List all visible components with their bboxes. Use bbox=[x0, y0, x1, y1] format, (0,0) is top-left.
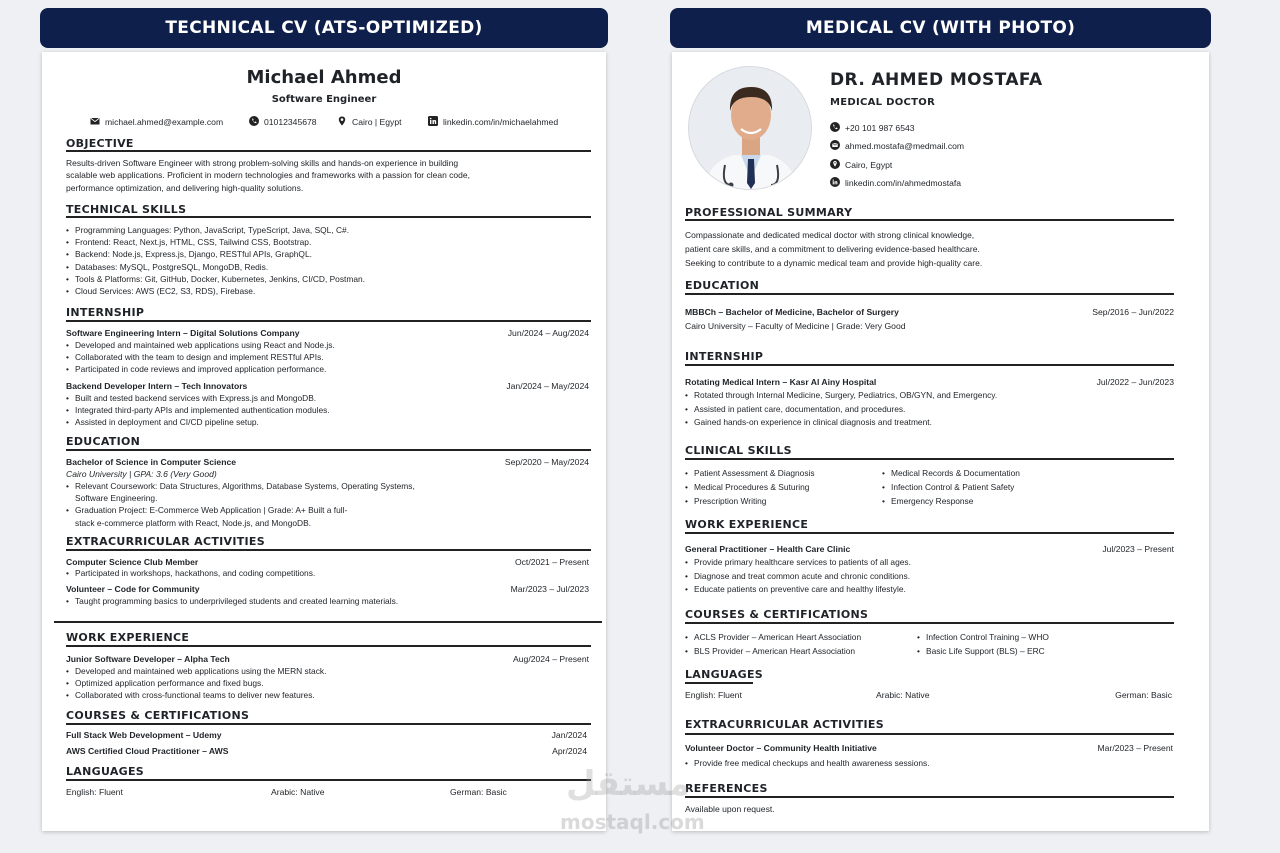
section-rule bbox=[685, 458, 1174, 460]
watermark-arabic: مستقل bbox=[566, 764, 691, 804]
section-heading-courses: COURSES & CERTIFICATIONS bbox=[685, 608, 869, 621]
section-heading-courses: COURSES & CERTIFICATIONS bbox=[66, 709, 250, 722]
bullet-list bbox=[685, 556, 911, 597]
entry-date: Mar/2023 – Jul/2023 bbox=[510, 584, 589, 594]
list-item: • Infection Control & Patient Safety bbox=[882, 481, 1020, 495]
section-rule bbox=[685, 219, 1174, 221]
skills-list bbox=[685, 467, 815, 508]
entry-date: Jul/2023 – Present bbox=[1102, 544, 1174, 554]
list-item: • Medical Procedures & Suturing bbox=[685, 481, 815, 495]
phone-icon bbox=[249, 116, 259, 126]
section-heading-languages: LANGUAGES bbox=[685, 668, 764, 681]
technical-cv-sheet bbox=[42, 52, 606, 831]
contact-linkedin: linkedin.com/in/ahmedmostafa bbox=[830, 177, 961, 188]
courses-list bbox=[685, 631, 861, 659]
list-item: • Diagnose and treat common acute and chronic conditions. bbox=[685, 570, 911, 584]
contact-phone: 01012345678 bbox=[249, 116, 317, 127]
list-item: • Emergency Response bbox=[882, 495, 1020, 509]
cv-title: MEDICAL DOCTOR bbox=[830, 97, 936, 108]
section-rule bbox=[66, 150, 591, 152]
list-item: • Gained hands-on experience in clinical diagnosis and treatment. bbox=[685, 416, 997, 430]
list-item: • Provide primary healthcare services to patients of all ages. bbox=[685, 556, 911, 570]
bullet-list bbox=[685, 757, 930, 769]
entry-title: Volunteer Doctor – Community Health Initiative bbox=[685, 743, 877, 753]
section-rule bbox=[66, 549, 591, 551]
email-icon bbox=[90, 116, 100, 126]
section-heading-references: REFERENCES bbox=[685, 782, 768, 795]
list-item: • Prescription Writing bbox=[685, 495, 815, 509]
section-heading-languages: LANGUAGES bbox=[66, 765, 145, 778]
course-date: Apr/2024 bbox=[552, 746, 587, 756]
list-item: • Backend: Node.js, Express.js, Django, RESTful APIs, GraphQL. bbox=[66, 248, 365, 260]
location-icon bbox=[830, 159, 840, 169]
bullet-list bbox=[66, 567, 315, 579]
list-item: • BLS Provider – American Heart Association bbox=[685, 645, 861, 659]
list-item: • Medical Records & Documentation bbox=[882, 467, 1020, 481]
section-rule bbox=[66, 723, 591, 725]
entry-date: Jul/2022 – Jun/2023 bbox=[1096, 377, 1174, 387]
list-item: • Databases: MySQL, PostgreSQL, MongoDB, Redis. bbox=[66, 261, 365, 273]
entry-date: Jun/2024 – Aug/2024 bbox=[507, 328, 589, 338]
list-item: • Assisted in patient care, documentation, and procedures. bbox=[685, 403, 997, 417]
education-school: Cairo University – Faculty of Medicine | Grade: Very Good bbox=[685, 321, 906, 331]
entry-title: Volunteer – Code for Community bbox=[66, 584, 200, 594]
entry-title: Computer Science Club Member bbox=[66, 557, 199, 567]
section-heading-skills: TECHNICAL SKILLS bbox=[66, 203, 187, 216]
linkedin-icon bbox=[428, 116, 438, 126]
list-item: • Provide free medical checkups and health awareness sessions. bbox=[685, 757, 930, 769]
education-degree: MBBCh – Bachelor of Medicine, Bachelor of Surgery bbox=[685, 307, 899, 317]
section-rule bbox=[66, 320, 591, 322]
list-item: • Frontend: React, Next.js, HTML, CSS, Tailwind CSS, Bootstrap. bbox=[66, 236, 365, 248]
entry-date: Mar/2023 – Present bbox=[1097, 743, 1173, 753]
section-rule bbox=[685, 622, 1174, 624]
list-item: • Taught programming basics to underprivileged students and created learning materials. bbox=[66, 595, 398, 607]
entry-title: Junior Software Developer – Alpha Tech bbox=[66, 654, 230, 664]
list-item: • Developed and maintained web applications using React and Node.js. bbox=[66, 339, 335, 351]
list-item: • Collaborated with the team to design and implement RESTful APIs. bbox=[66, 351, 335, 363]
education-degree: Bachelor of Science in Computer Science bbox=[66, 457, 237, 467]
section-heading-education: EDUCATION bbox=[66, 435, 141, 448]
entry-title: Rotating Medical Intern – Kasr Al Ainy Hospital bbox=[685, 377, 877, 387]
course-name: Full Stack Web Development – Udemy bbox=[66, 730, 222, 740]
bullet-list bbox=[66, 392, 330, 429]
cv-name: Michael Ahmed bbox=[246, 67, 402, 88]
course-date: Jan/2024 bbox=[551, 730, 587, 740]
section-rule bbox=[685, 682, 753, 684]
list-item: • Relevant Coursework: Data Structures, Algorithms, Database Systems, Operating Systems, Software Engineering. bbox=[66, 480, 441, 504]
watermark-latin: mostaql.com bbox=[560, 810, 705, 834]
contact-location: Cairo | Egypt bbox=[337, 116, 402, 127]
section-heading-internship: INTERNSHIP bbox=[66, 306, 145, 319]
section-heading-objective: OBJECTIVE bbox=[66, 137, 134, 150]
list-item: • ACLS Provider – American Heart Association bbox=[685, 631, 861, 645]
list-item: • Participated in workshops, hackathons, and coding competitions. bbox=[66, 567, 315, 579]
cv-title: Software Engineer bbox=[271, 94, 377, 105]
list-item: • Cloud Services: AWS (EC2, S3, RDS), Firebase. bbox=[66, 285, 365, 297]
list-item: • Assisted in deployment and CI/CD pipeline setup. bbox=[66, 416, 330, 428]
page-divider bbox=[54, 621, 602, 623]
medical-cv-banner: MEDICAL CV (WITH PHOTO) bbox=[670, 8, 1211, 48]
language-item: German: Basic bbox=[450, 787, 507, 797]
section-rule bbox=[685, 364, 1174, 366]
language-item: German: Basic bbox=[1115, 690, 1172, 700]
language-item: English: Fluent bbox=[66, 787, 123, 797]
education-school: Cairo University | GPA: 3.6 (Very Good) bbox=[66, 469, 217, 479]
contact-linkedin: linkedin.com/in/michaelahmed bbox=[428, 116, 558, 127]
section-rule bbox=[66, 779, 591, 781]
contact-email: michael.ahmed@example.com bbox=[90, 116, 223, 127]
summary-text: Compassionate and dedicated medical doctor with strong clinical knowledge, patient care skills, and a commitment to delivering evidence-based healthcare. Seeking to contribute to a dynamic medical team and provide high-quality care. bbox=[685, 230, 983, 268]
list-item: • Built and tested backend services with Express.js and MongoDB. bbox=[66, 392, 330, 404]
bullet-list bbox=[66, 665, 326, 702]
education-date: Sep/2020 – May/2024 bbox=[504, 457, 589, 467]
section-rule bbox=[685, 796, 1174, 798]
location-icon bbox=[337, 116, 347, 126]
section-heading-extracurricular: EXTRACURRICULAR ACTIVITIES bbox=[685, 718, 884, 731]
list-item: • Graduation Project: E-Commerce Web Application | Grade: A+ Built a full-stack e-commerce platform with React, Node.js, and MongoDB. bbox=[66, 504, 366, 528]
language-item: Arabic: Native bbox=[876, 690, 930, 700]
list-item: • Tools & Platforms: Git, GitHub, Docker, Kubernetes, Jenkins, CI/CD, Postman. bbox=[66, 273, 365, 285]
section-rule bbox=[685, 733, 1174, 735]
bullet-list bbox=[66, 480, 441, 529]
list-item: • Developed and maintained web applications using the MERN stack. bbox=[66, 665, 326, 677]
entry-date: Oct/2021 – Present bbox=[514, 557, 589, 567]
list-item: • Rotated through Internal Medicine, Surgery, Pediatrics, OB/GYN, and Emergency. bbox=[685, 389, 997, 403]
section-heading-extracurricular: EXTRACURRICULAR ACTIVITIES bbox=[66, 535, 265, 548]
courses-list bbox=[917, 631, 1049, 659]
section-rule bbox=[685, 293, 1174, 295]
list-item: • Patient Assessment & Diagnosis bbox=[685, 467, 815, 481]
entry-date: Jan/2024 – May/2024 bbox=[506, 381, 589, 391]
entry-title: General Practitioner – Health Care Clinic bbox=[685, 544, 851, 554]
list-item: • Educate patients on preventive care and healthy lifestyle. bbox=[685, 583, 911, 597]
contact-location: Cairo, Egypt bbox=[830, 159, 892, 170]
section-rule bbox=[685, 532, 1174, 534]
list-item: • Collaborated with cross-functional teams to deliver new features. bbox=[66, 689, 326, 701]
section-heading-clinical-skills: CLINICAL SKILLS bbox=[685, 444, 792, 457]
skills-list bbox=[882, 467, 1020, 508]
cv-name: DR. AHMED MOSTAFA bbox=[830, 70, 1043, 90]
bullet-list bbox=[685, 389, 997, 430]
list-item: • Integrated third-party APIs and implemented authentication modules. bbox=[66, 404, 330, 416]
list-item: • Participated in code reviews and improved application performance. bbox=[66, 363, 335, 375]
bullet-list bbox=[66, 595, 398, 607]
contact-phone: +20 101 987 6543 bbox=[830, 122, 915, 133]
list-item: • Basic Life Support (BLS) – ERC bbox=[917, 645, 1049, 659]
course-name: AWS Certified Cloud Practitioner – AWS bbox=[66, 746, 229, 756]
phone-icon bbox=[830, 122, 840, 132]
objective-text: Results-driven Software Engineer with strong problem-solving skills and hands-on experience in building scalable web applications. Proficient in modern technologies and frameworks with a passion for clean code, performance optimization, and delivering high-quality solutions. bbox=[66, 158, 470, 193]
section-heading-internship: INTERNSHIP bbox=[685, 350, 764, 363]
skills-list bbox=[66, 224, 365, 297]
list-item: • Optimized application performance and fixed bugs. bbox=[66, 677, 326, 689]
section-rule bbox=[66, 449, 591, 451]
education-date: Sep/2016 – Jun/2022 bbox=[1092, 307, 1174, 317]
bullet-list bbox=[66, 339, 335, 376]
entry-date: Aug/2024 – Present bbox=[513, 654, 589, 664]
language-item: Arabic: Native bbox=[271, 787, 325, 797]
medical-cv-sheet bbox=[672, 52, 1209, 831]
linkedin-icon bbox=[830, 177, 840, 187]
language-item: English: Fluent bbox=[685, 690, 742, 700]
entry-title: Software Engineering Intern – Digital Solutions Company bbox=[66, 328, 300, 338]
section-heading-work: WORK EXPERIENCE bbox=[66, 631, 190, 644]
section-heading-summary: PROFESSIONAL SUMMARY bbox=[685, 206, 853, 219]
entry-title: Backend Developer Intern – Tech Innovators bbox=[66, 381, 248, 391]
list-item: • Programming Languages: Python, JavaScript, TypeScript, Java, SQL, C#. bbox=[66, 224, 365, 236]
email-icon bbox=[830, 140, 840, 150]
section-heading-education: EDUCATION bbox=[685, 279, 760, 292]
section-heading-work: WORK EXPERIENCE bbox=[685, 518, 809, 531]
profile-photo bbox=[688, 66, 812, 190]
list-item: • Infection Control Training – WHO bbox=[917, 631, 1049, 645]
contact-email: ahmed.mostafa@medmail.com bbox=[830, 140, 964, 151]
references-text: Available upon request. bbox=[685, 804, 775, 814]
section-rule bbox=[66, 645, 591, 647]
technical-cv-banner: TECHNICAL CV (ATS-OPTIMIZED) bbox=[40, 8, 608, 48]
section-rule bbox=[66, 216, 591, 218]
